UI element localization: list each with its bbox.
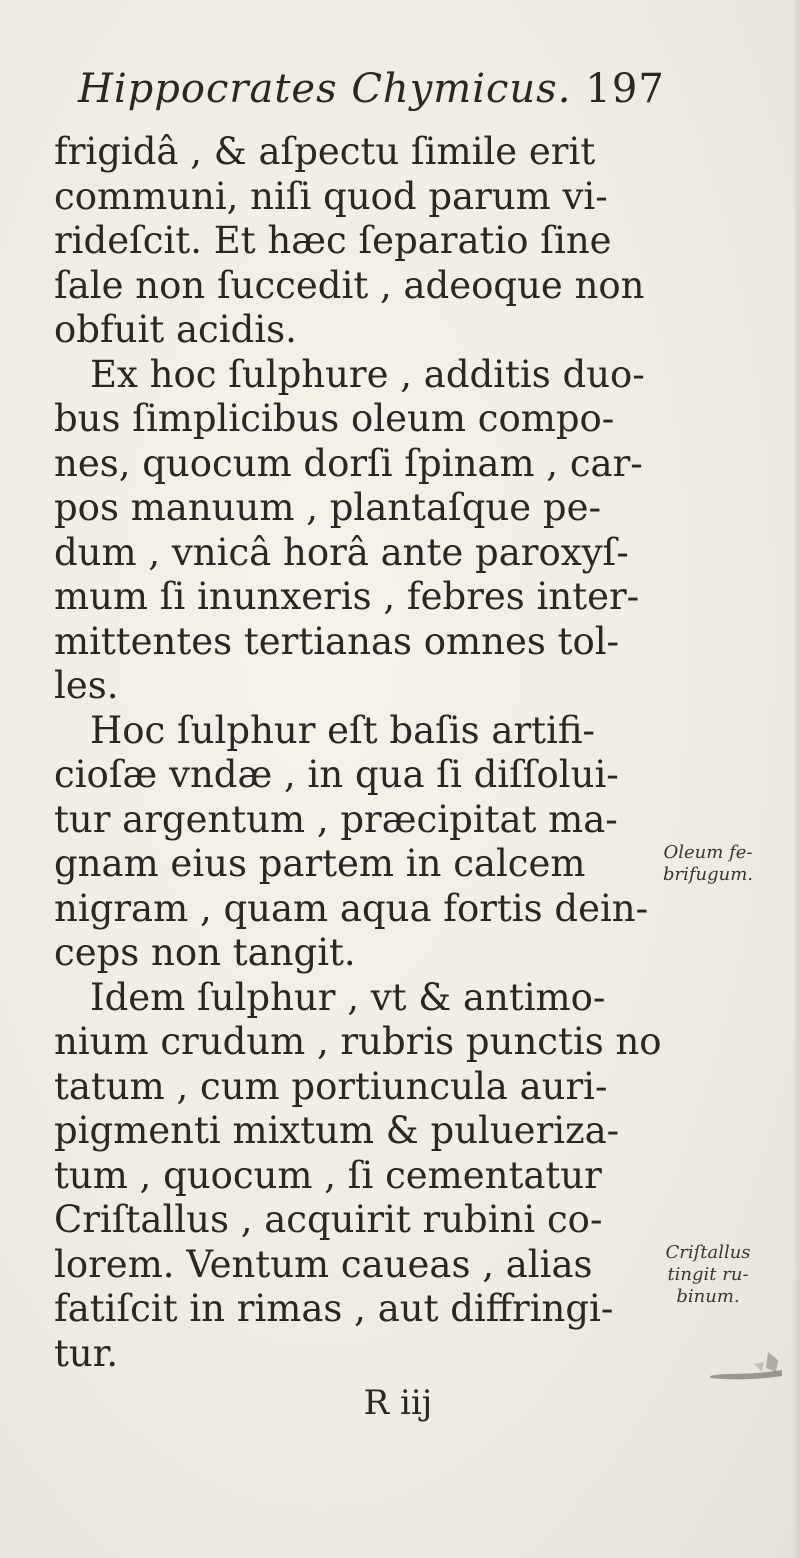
text-line: nium crudum , rubris punctis no	[54, 1020, 662, 1063]
text-line: Ex hoc ſulphure , additis duo-	[90, 352, 645, 396]
page-edge	[794, 0, 800, 1558]
text-line: tum , quocum , ſi cementatur	[54, 1153, 602, 1197]
text-line: mum ſi inunxeris , febres inter-	[54, 575, 640, 618]
text-line: gnam eius partem in calcem	[54, 842, 586, 885]
text-line: Idem ſulphur , vt & antimo-	[90, 975, 606, 1019]
text-line: ceps non tangit.	[54, 931, 356, 974]
ink-smudge	[706, 1346, 786, 1380]
signature-mark: R iij	[363, 1383, 433, 1423]
text-line: tatum , cum portiuncula auri-	[54, 1064, 608, 1108]
running-header	[78, 66, 678, 122]
text-line: Criſtallus , acquirit rubini co-	[54, 1198, 603, 1241]
margin-note-line: binum.	[676, 1286, 740, 1307]
text-line: cioſæ vndæ , in qua ſi diſſolui-	[54, 753, 619, 796]
margin-note-line: Criſtallus	[665, 1242, 751, 1263]
margin-note-cristallus	[628, 1242, 788, 1308]
page-number: 197	[585, 66, 665, 112]
margin-note-line: Oleum fe-	[663, 842, 753, 863]
text-line: nigram , quam aqua fortis dein-	[54, 886, 649, 930]
margin-note-oleum	[628, 842, 788, 886]
text-line: ſale non ſuccedit , adeoque non	[54, 263, 645, 307]
margin-note-line: tingit ru-	[667, 1264, 749, 1285]
text-line: tur argentum , præcipitat ma-	[54, 797, 618, 841]
text-line: dum , vnicâ horâ ante paroxyſ-	[54, 530, 629, 574]
text-line: lorem. Ventum caueas , alias	[54, 1242, 593, 1286]
text-line: communi, niſi quod parum vi-	[54, 174, 608, 218]
text-line: pigmenti mixtum & puluerizа-	[54, 1109, 620, 1152]
text-line: fatiſcit in rimas , aut diffringi-	[54, 1287, 614, 1330]
margin-note-line: brifugum.	[662, 864, 754, 885]
body-text	[48, 130, 662, 1376]
text-line: les.	[54, 664, 119, 707]
running-title: Hippocrates Chymicus.	[78, 66, 572, 112]
text-line: obfuit acidis.	[54, 308, 297, 351]
text-line: bus ſimplicibus oleum compo-	[54, 397, 615, 440]
text-line: mittentes tertianas omnes tol-	[54, 619, 620, 663]
text-line: pos manuum , plantaſque pe-	[54, 486, 601, 529]
text-line: tur.	[54, 1331, 119, 1375]
text-line: frigidâ , & aſpectu ſimile erit	[54, 130, 596, 173]
text-line: nes, quocum dorſi ſpinam , car-	[54, 441, 643, 485]
text-line: rideſcit. Et hæc ſeparatio ſine	[54, 219, 612, 262]
text-line: Hoc ſulphur eſt baſis artifi-	[90, 708, 596, 752]
